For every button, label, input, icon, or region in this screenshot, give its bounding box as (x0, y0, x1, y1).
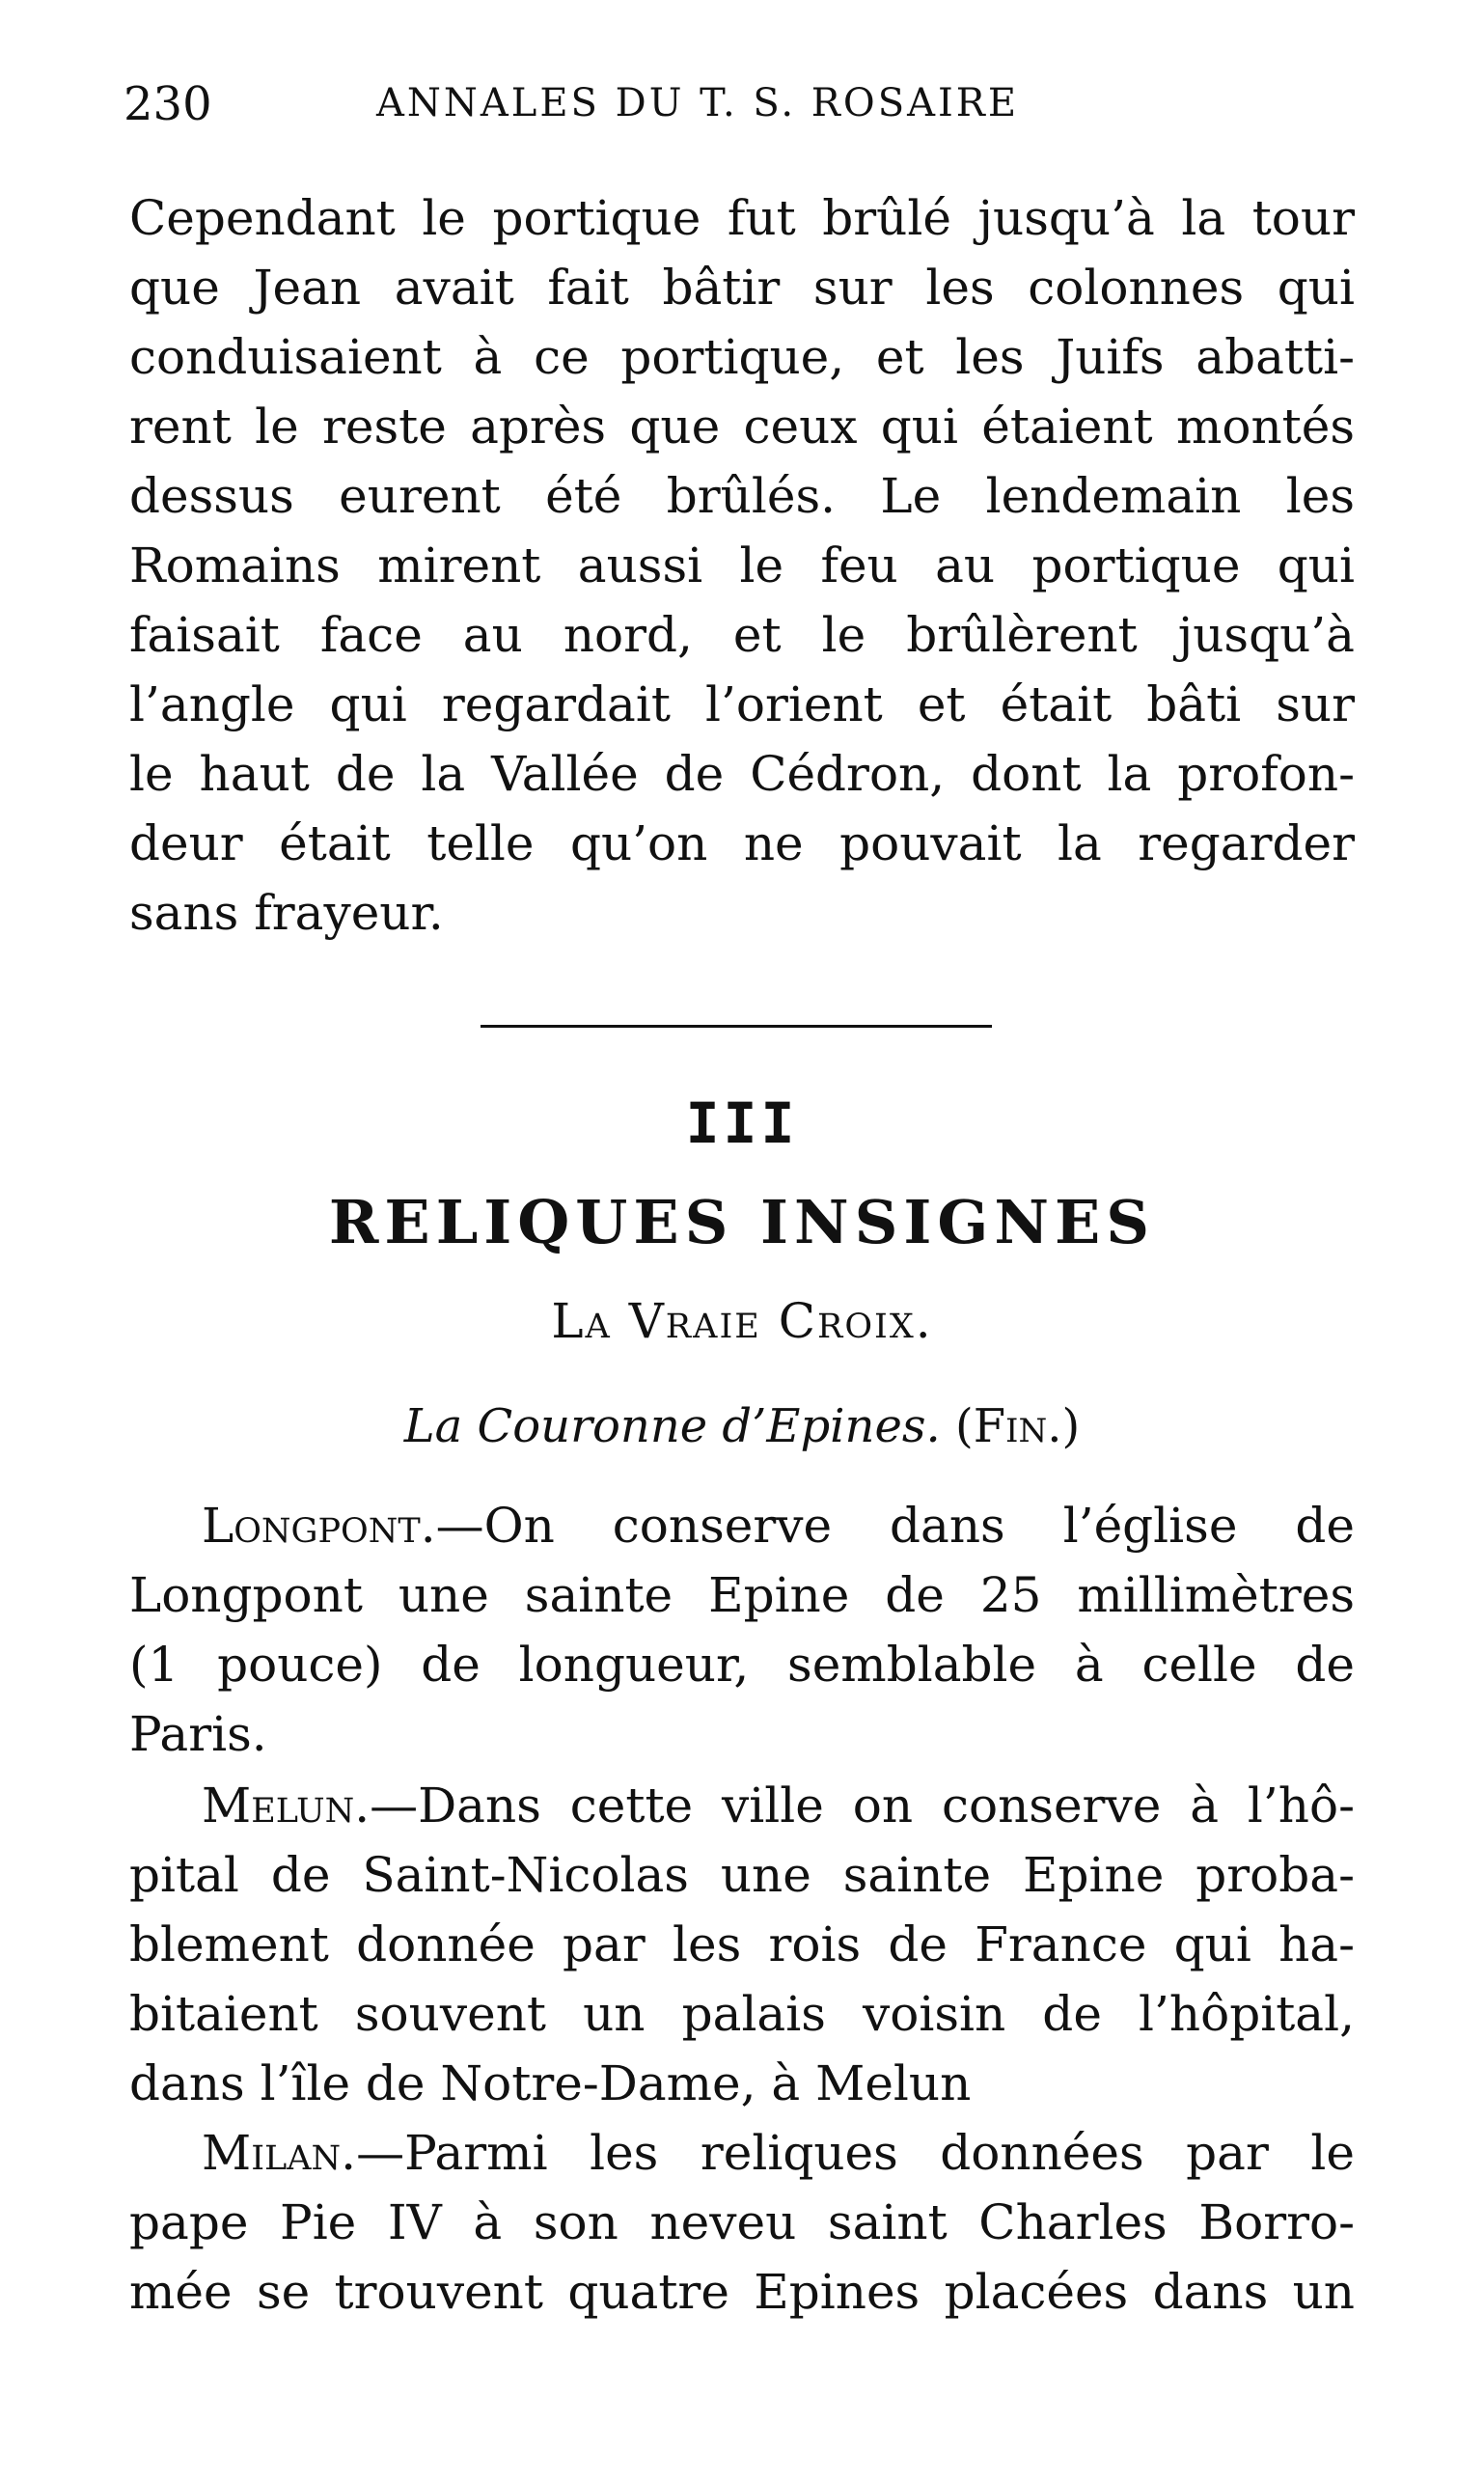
text-run: —On conserve dans l’église de (435, 1498, 1355, 1554)
text-line: l’angle qui regardait l’orient et était bâti sur (129, 676, 1355, 732)
text-line: pape Pie IV à son neveu saint Charles Borro- (129, 2194, 1355, 2250)
section-divider (481, 1025, 992, 1028)
running-head: ANNALES DU T. S. ROSAIRE (376, 81, 1020, 125)
page-header (124, 77, 1368, 145)
text-line: dans l’île de Notre-Dame, à Melun (129, 2055, 972, 2111)
place-name: Milan. (202, 2125, 357, 2181)
section-title: RELIQUES INSIGNES (328, 1187, 1156, 1257)
text-line (129, 1491, 1355, 1560)
section-number: III (685, 1090, 799, 1156)
subheading-fin: (Fin.) (955, 1399, 1081, 1453)
page-number: 230 (124, 77, 212, 131)
text-line: rent le reste après que ceux qui étaient montés (129, 399, 1355, 455)
place-name: Melun. (202, 1778, 371, 1833)
text-line: conduisaient à ce portique, et les Juifs abatti- (129, 329, 1355, 385)
text-line: Romains mirent aussi le feu au portique qui (129, 538, 1355, 593)
text-line: Cependant le portique fut brûlé jusqu’à la tour (129, 190, 1355, 246)
text-line: mée se trouvent quatre Epines placées dans un (129, 2264, 1355, 2320)
section-subtitle: La Vraie Croix. (551, 1293, 933, 1349)
text-line: faisait face au nord, et le brûlèrent jusqu’à (129, 607, 1355, 663)
section-subheading (0, 1399, 1484, 1453)
text-line: Paris. (129, 1706, 267, 1762)
text-line: bitaient souvent un palais voisin de l’hôpital, (129, 1986, 1355, 2042)
text-line: deur était telle qu’on ne pouvait la regarder (129, 815, 1355, 871)
text-line (129, 2118, 1355, 2188)
text-line: le haut de la Vallée de Cédron, dont la profon- (129, 746, 1355, 802)
paragraph-longpont (129, 1491, 1355, 1769)
text-line: blement donnée par les rois de France qui ha- (129, 1916, 1355, 1972)
subheading-italic: La Couronne d’Epines. (403, 1399, 941, 1453)
text-line: que Jean avait fait bâtir sur les colonnes qui (129, 260, 1355, 316)
place-name: Longpont. (202, 1498, 436, 1554)
text-line: (1 pouce) de longueur, semblable à celle de (129, 1637, 1355, 1693)
text-line: pital de Saint-Nicolas une sainte Epine proba- (129, 1847, 1355, 1903)
text-line: dessus eurent été brûlés. Le lendemain les (129, 468, 1355, 524)
paragraph-portique (129, 183, 1355, 948)
paragraph-milan (129, 2118, 1355, 2327)
text-line: Longpont une sainte Epine de 25 millimètres (129, 1567, 1355, 1623)
text-run: —Parmi les reliques données par le (356, 2125, 1355, 2181)
paragraph-melun (129, 1771, 1355, 2118)
text-line (129, 1771, 1355, 1840)
text-line: sans frayeur. (129, 885, 444, 941)
text-run: —Dans cette ville on conserve à l’hô- (370, 1778, 1355, 1833)
